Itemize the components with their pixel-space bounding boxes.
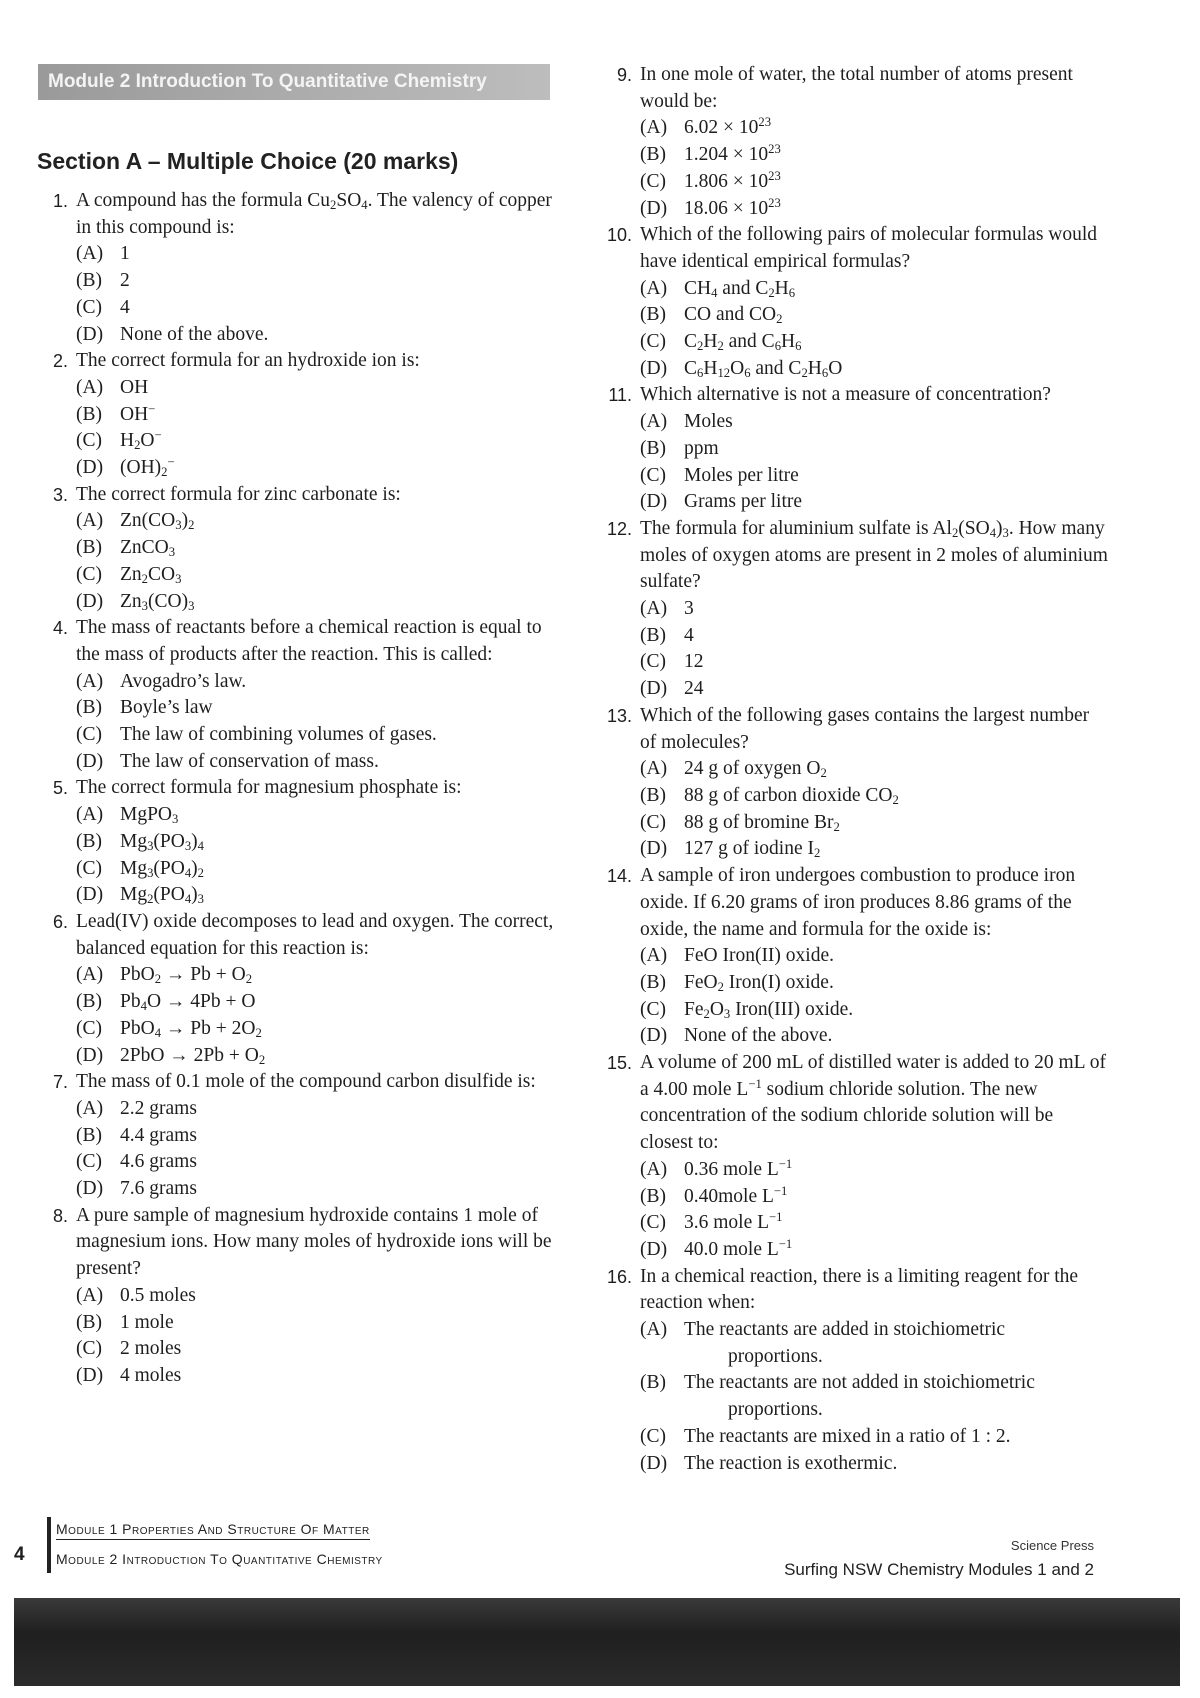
question-number: 14. (606, 866, 632, 887)
answer-option (76, 1096, 556, 1123)
option-text: None of the above. (120, 323, 269, 345)
option-label: (C) (640, 170, 666, 192)
option-text: 3 (684, 598, 694, 620)
option-label: (A) (640, 1319, 668, 1341)
question-number: 16. (606, 1266, 632, 1287)
answer-option (640, 1023, 1110, 1050)
question-number: 4. (52, 618, 68, 639)
question-number: 7. (52, 1072, 68, 1093)
option-text: Moles per litre (684, 464, 799, 486)
answer-option (640, 409, 1110, 436)
footer-module-2: Module 2 Introduction To Quantitative Chemistry (56, 1551, 383, 1567)
option-label: (D) (76, 884, 104, 906)
answer-option (76, 295, 556, 322)
option-text: $6.02 \times 10^{23}$ (684, 115, 772, 139)
answer-option (640, 276, 1110, 303)
option-label: (A) (640, 945, 668, 967)
answer-option (640, 596, 1110, 623)
answer-option (640, 436, 1110, 463)
answer-option (76, 1016, 556, 1043)
option-label: (D) (76, 1044, 104, 1066)
option-label: (D) (76, 750, 104, 772)
option-label: (C) (76, 724, 102, 746)
option-text: None of the above. (684, 1025, 833, 1047)
option-text: 4.4 grams (120, 1124, 197, 1146)
option-label: (D) (640, 491, 668, 513)
option-label: (B) (76, 270, 102, 292)
answer-option (640, 302, 1110, 329)
answer-option (76, 722, 556, 749)
option-text: 3.6 mole $L^{-1}$ (684, 1210, 783, 1234)
answer-option (76, 695, 556, 722)
option-text: 0.40mole $L^{-1}$ (684, 1183, 788, 1207)
option-text: $PbO_4 \to Pb + 2O_2$ (120, 1017, 262, 1040)
option-label: (C) (76, 296, 102, 318)
question-text: The correct formula for an hydroxide ion is: (76, 350, 420, 372)
option-label: (B) (76, 1124, 102, 1146)
answer-option (76, 1149, 556, 1176)
option-text: $Fe_2O_3$ Iron(III) oxide. (684, 998, 854, 1021)
option-text: OH (120, 376, 149, 398)
option-label: (C) (76, 1017, 102, 1039)
option-label: (B) (640, 624, 666, 646)
question-number: 1. (52, 191, 68, 211)
option-label: (A) (76, 510, 104, 532)
option-label: (B) (76, 830, 102, 852)
question-number: 2. (52, 351, 68, 372)
answer-option (76, 241, 556, 268)
option-text: FeO Iron(II) oxide. (684, 945, 834, 967)
question-text: A pure sample of magnesium hydroxide contains 1 mole of magnesium ions. How many moles of hydroxide ions will be present? (76, 1204, 552, 1280)
answer-option (76, 535, 556, 562)
answer-option (640, 489, 1110, 516)
answer-option (76, 1176, 556, 1203)
answer-option (76, 562, 556, 589)
answer-option (640, 756, 1110, 783)
answer-option (76, 589, 556, 616)
option-text: OH− (120, 401, 156, 425)
option-label: (D) (76, 590, 104, 612)
option-label: (A) (640, 758, 668, 780)
option-text: $1.806 \times 10^{23}$ (684, 168, 781, 192)
option-text: 4 (120, 296, 130, 318)
option-text: ZnCO$_3$ (120, 537, 176, 560)
question-number: 5. (52, 778, 68, 799)
option-label: (A) (640, 598, 668, 620)
option-label: (A) (76, 243, 104, 265)
question-number: 10. (606, 225, 632, 246)
answer-option (76, 856, 556, 883)
option-text: 1 mole (120, 1311, 174, 1333)
option-text: The reaction is exothermic. (684, 1452, 898, 1474)
option-label: (C) (640, 331, 666, 353)
question-text: In a chemical reaction, there is a limiting reagent for the reaction when: (640, 1265, 1079, 1314)
answer-option (76, 749, 556, 776)
option-label: (B) (640, 1372, 666, 1394)
option-text: CO and $CO_2$ (684, 304, 783, 327)
answer-option (640, 329, 1110, 356)
option-label: (C) (640, 1425, 666, 1447)
question-12 (590, 516, 1110, 703)
answer-option (76, 1310, 556, 1337)
answer-option (640, 1184, 1110, 1211)
bottom-band (14, 1598, 1180, 1686)
question-9 (590, 62, 1110, 222)
option-text: The law of combining volumes of gases. (120, 724, 437, 746)
left-column (26, 188, 556, 1390)
option-label: (B) (76, 991, 102, 1013)
option-text: 12 (684, 651, 704, 673)
answer-option (640, 623, 1110, 650)
answer-option (640, 196, 1110, 223)
option-text: 2.2 grams (120, 1097, 197, 1119)
answer-option (640, 943, 1110, 970)
option-text: $Mg_3(PO_3)_4$ (120, 830, 204, 854)
question-text: The formula for aluminium sulfate is $Al_2(SO_4)_3$. How many moles of oxygen atoms are present in 2 moles of aluminium sulfate? (640, 517, 1108, 593)
option-text: $Zn_3(CO)_3$ (120, 590, 195, 613)
option-text: $CH_4$ and $C_2H_6$ (684, 277, 796, 300)
question-8 (26, 1203, 556, 1390)
option-text: 4 moles (120, 1364, 182, 1386)
answer-option (640, 649, 1110, 676)
answer-option (640, 1451, 1110, 1478)
footer-divider (47, 1517, 51, 1573)
answer-option (76, 882, 556, 909)
page-number: 4 (14, 1544, 25, 1565)
option-label: (C) (76, 430, 102, 452)
option-text: MgPO$_3$ (120, 804, 179, 827)
option-label: (D) (76, 323, 104, 345)
question-5 (26, 775, 556, 909)
option-label: (D) (640, 1025, 668, 1047)
answer-option (76, 802, 556, 829)
question-text: Which of the following gases contains the largest number of molecules? (640, 704, 1090, 753)
option-label: (D) (640, 1452, 668, 1474)
question-text: Which of the following pairs of molecular formulas would have identical empirical formulas? (640, 224, 1098, 272)
question-text: A volume of 200 mL of distilled water is added to 20 mL of a 4.00 mole $L^{-1}$ sodium chloride solution. The new concentration of the sodium chloride solution will be closest to: (640, 1052, 1106, 1154)
option-text: The reactants are added in stoichiometric proportions. (684, 1319, 1006, 1367)
answer-option (640, 463, 1110, 490)
option-text: 88 g of carbon dioxide $CO_2$ (684, 784, 899, 808)
answer-option (76, 1336, 556, 1363)
option-label: (C) (640, 1212, 666, 1234)
option-text: 2 (120, 270, 130, 292)
option-label: (C) (640, 464, 666, 486)
right-column (590, 62, 1110, 1477)
option-label: (A) (640, 117, 668, 139)
option-text: $C_6H_{12}O_6$ and $C_2H_6O$ (684, 357, 843, 380)
question-7 (26, 1069, 556, 1203)
option-label: (A) (640, 411, 668, 433)
answer-option (76, 669, 556, 696)
question-16 (590, 1264, 1110, 1478)
answer-option (76, 1043, 556, 1070)
answer-option (76, 455, 556, 482)
option-text: $Mg_2(PO_4)_3$ (120, 884, 204, 907)
answer-option (640, 1370, 1110, 1423)
option-text: $Pb_4O \to 4Pb + O$ (120, 991, 256, 1014)
option-text: Avogadro’s law. (120, 670, 247, 692)
option-text: ppm (684, 437, 719, 459)
answer-option (76, 322, 556, 349)
question-number: 3. (52, 484, 68, 505)
option-label: (A) (76, 376, 104, 398)
question-15 (590, 1050, 1110, 1264)
option-label: (A) (76, 670, 104, 692)
question-13 (590, 703, 1110, 863)
publisher: Science Press (1010, 1538, 1094, 1553)
answer-option (640, 970, 1110, 997)
question-text: A compound has the formula $Cu_2SO_4$. The valency of copper in this compound is: (76, 190, 552, 238)
option-label: (D) (640, 197, 668, 219)
option-text: 7.6 grams (120, 1178, 197, 1200)
option-text: $(OH)_2^-$ (120, 455, 175, 480)
answer-option (640, 810, 1110, 837)
answer-option (76, 402, 556, 429)
option-label: (C) (76, 563, 102, 585)
answer-option (640, 1210, 1110, 1237)
option-text: 24 g of oxygen $O_2$ (684, 758, 827, 781)
option-label: (B) (640, 304, 666, 326)
question-11 (590, 382, 1110, 516)
option-text: $18.06 \times 10^{23}$ (684, 195, 781, 219)
option-text: Grams per litre (684, 491, 803, 513)
module-banner: Module 2 Introduction To Quantitative Chemistry (38, 64, 550, 100)
answer-option (76, 962, 556, 989)
option-label: (A) (640, 277, 668, 299)
option-label: (B) (76, 1311, 102, 1333)
option-text: $Mg_3(PO_4)_2$ (120, 857, 204, 880)
answer-option (76, 1123, 556, 1150)
question-3 (26, 482, 556, 616)
option-label: (B) (76, 403, 102, 425)
option-label: (D) (76, 1364, 104, 1386)
question-text: The correct formula for zinc carbonate is: (76, 483, 401, 505)
option-label: (B) (640, 1185, 666, 1207)
question-number: 13. (606, 705, 632, 726)
option-text: 4 (684, 624, 694, 646)
option-label: (B) (76, 537, 102, 559)
question-2 (26, 348, 556, 482)
answer-option (640, 1157, 1110, 1184)
option-label: (A) (76, 1284, 104, 1306)
question-number: 6. (52, 911, 68, 932)
question-text: The correct formula for magnesium phosphate is: (76, 777, 462, 799)
option-label: (A) (76, 1097, 104, 1119)
option-label: (A) (76, 964, 104, 986)
book-title: Surfing NSW Chemistry Modules 1 and 2 (784, 1560, 1094, 1579)
question-number: 12. (606, 518, 632, 539)
answer-option (640, 1424, 1110, 1451)
option-text: $H_2O^-$ (120, 428, 162, 453)
option-text: 40.0 mole $L^{-1}$ (684, 1236, 793, 1260)
option-label: (D) (640, 357, 668, 379)
option-text: $PbO_2 \to Pb + O_2$ (120, 964, 253, 987)
option-text: 88 g of bromine $Br_2$ (684, 811, 840, 834)
question-6 (26, 909, 556, 1069)
question-4 (26, 615, 556, 775)
option-label: (B) (640, 144, 666, 166)
question-1 (26, 188, 556, 348)
answer-option (76, 829, 556, 856)
option-label: (D) (640, 1238, 668, 1260)
question-number: 8. (52, 1205, 68, 1226)
question-number: 11. (608, 385, 632, 406)
option-text: The law of conservation of mass. (120, 750, 379, 772)
option-text: FeO$_2$ Iron(I) oxide. (684, 971, 834, 995)
question-10 (590, 222, 1110, 382)
answer-option (640, 997, 1110, 1024)
answer-option (640, 115, 1110, 142)
question-text: A sample of iron undergoes combustion to produce iron oxide. If 6.20 grams of iron produces 8.86 grams of the oxide, the name and formula for the oxide is: (640, 865, 1076, 940)
option-label: (C) (76, 1338, 102, 1360)
option-label: (C) (640, 811, 666, 833)
answer-option (76, 989, 556, 1016)
option-label: (B) (76, 697, 102, 719)
option-label: (A) (640, 1158, 668, 1180)
option-label: (B) (640, 784, 666, 806)
answer-option (640, 142, 1110, 169)
answer-option (640, 169, 1110, 196)
option-text: 0.36 mole $L^{-1}$ (684, 1156, 793, 1180)
question-text: In one mole of water, the total number of atoms present would be: (640, 64, 1073, 112)
option-label: (C) (640, 998, 666, 1020)
question-text: The mass of 0.1 mole of the compound carbon disulfide is: (76, 1071, 536, 1093)
answer-option (640, 356, 1110, 383)
option-label: (C) (76, 857, 102, 879)
answer-option (640, 676, 1110, 703)
option-text: The reactants are mixed in a ratio of 1 : 2. (684, 1425, 1011, 1447)
answer-option (76, 268, 556, 295)
answer-option (76, 375, 556, 402)
question-number: 15. (606, 1053, 632, 1074)
option-text: 24 (684, 678, 704, 700)
option-text: 1 (120, 243, 130, 265)
option-text: $C_2H_2$ and $C_6H_6$ (684, 331, 802, 354)
option-text: $1.204 \times 10^{23}$ (684, 142, 781, 166)
answer-option (640, 783, 1110, 810)
option-label: (D) (76, 457, 104, 479)
answer-option (640, 1237, 1110, 1264)
answer-option (640, 1317, 1110, 1370)
option-text: $Zn(CO_3)_2$ (120, 510, 195, 533)
option-label: (B) (640, 971, 666, 993)
option-text: The reactants are not added in stoichiometric proportions. (684, 1372, 1035, 1421)
option-label: (A) (76, 804, 104, 826)
option-label: (D) (640, 678, 668, 700)
option-label: (D) (76, 1178, 104, 1200)
option-label: (D) (640, 838, 668, 860)
option-text: 4.6 grams (120, 1151, 197, 1173)
option-text: 2 moles (120, 1338, 182, 1360)
section-title: Section A – Multiple Choice (20 marks) (37, 148, 459, 174)
question-text: The mass of reactants before a chemical reaction is equal to the mass of products after the reaction. This is called: (76, 617, 542, 665)
answer-option (640, 836, 1110, 863)
question-text: Which alternative is not a measure of concentration? (640, 384, 1051, 406)
option-text: $2PbO \to 2Pb + O_2$ (120, 1044, 266, 1067)
question-number: 9. (616, 65, 632, 85)
option-label: (C) (76, 1151, 102, 1173)
option-text: Moles (684, 411, 733, 433)
question-text: Lead(IV) oxide decomposes to lead and oxygen. The correct, balanced equation for this reaction is: (76, 910, 554, 959)
answer-option (76, 508, 556, 535)
option-label: (B) (640, 437, 666, 459)
option-text: 127 g of iodine $I_2$ (684, 838, 821, 861)
option-text: 0.5 moles (120, 1284, 196, 1306)
answer-option (76, 1363, 556, 1390)
option-label: (C) (640, 651, 666, 673)
option-text: Boyle’s law (120, 697, 213, 719)
answer-option (76, 1283, 556, 1310)
option-text: $Zn_2CO_3$ (120, 563, 182, 586)
question-14 (590, 863, 1110, 1050)
footer-module-1: Module 1 Properties And Structure Of Matter (56, 1521, 370, 1540)
answer-option (76, 428, 556, 455)
